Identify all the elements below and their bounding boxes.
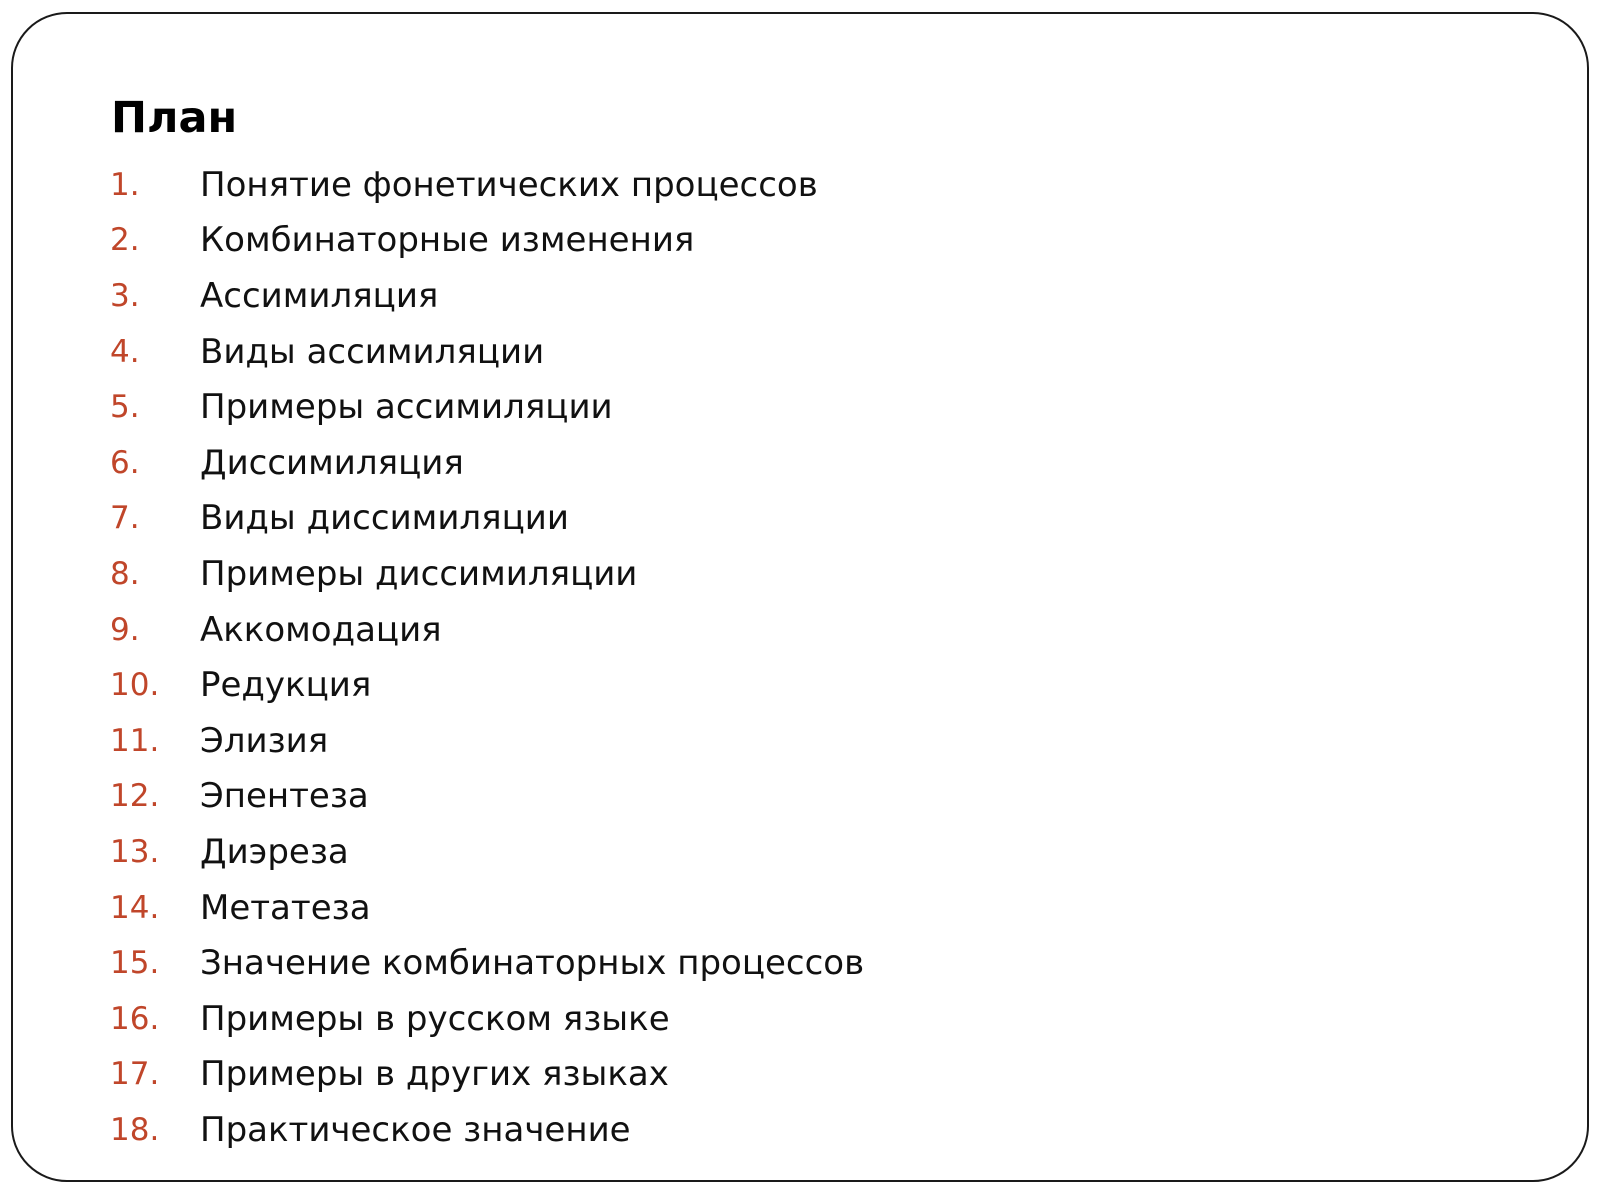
list-item: [110, 602, 864, 658]
list-item: [110, 769, 864, 825]
list-item: [110, 491, 864, 547]
list-item: [110, 824, 864, 880]
list-item-number: 2.: [110, 222, 140, 259]
list-item-number: 17.: [110, 1056, 160, 1093]
list-item: [110, 435, 864, 491]
slide-title: План: [111, 93, 238, 143]
list-item-text: Примеры ассимиляции: [200, 387, 613, 428]
plan-list: [110, 157, 864, 1158]
list-item: [110, 268, 864, 324]
list-item-text: Примеры диссимиляции: [200, 553, 638, 594]
list-item-text: Ассимиляция: [200, 275, 439, 316]
list-item-number: 14.: [110, 889, 160, 926]
list-item: [110, 935, 864, 991]
list-item-text: Эпентеза: [200, 776, 369, 817]
list-item-number: 12.: [110, 778, 160, 815]
list-item-number: 3.: [110, 277, 140, 314]
list-item-number: 15.: [110, 945, 160, 982]
list-item-text: Редукция: [200, 665, 372, 706]
list-item-number: 9.: [110, 611, 140, 648]
list-item-number: 1.: [110, 166, 140, 203]
list-item-number: 16.: [110, 1000, 160, 1037]
list-item: [110, 324, 864, 380]
list-item: [110, 991, 864, 1047]
list-item: [110, 157, 864, 213]
list-item-number: 18.: [110, 1111, 160, 1148]
list-item-text: Примеры в других языках: [200, 1054, 669, 1095]
list-item-number: 7.: [110, 500, 140, 537]
list-item: [110, 880, 864, 936]
list-item-number: 10.: [110, 667, 160, 704]
list-item-text: Виды диссимиляции: [200, 498, 569, 539]
list-item-number: 6.: [110, 444, 140, 481]
list-item: [110, 1047, 864, 1103]
list-item: [110, 213, 864, 269]
list-item: [110, 1102, 864, 1158]
list-item-text: Диссимиляция: [200, 442, 464, 483]
list-item-text: Элизия: [200, 720, 329, 761]
list-item-number: 13.: [110, 833, 160, 870]
list-item-text: Значение комбинаторных процессов: [200, 943, 865, 984]
list-item-text: Комбинаторные изменения: [200, 220, 695, 261]
list-item-text: Диэреза: [200, 831, 349, 872]
slide-frame: [11, 12, 1589, 1182]
list-item-number: 11.: [110, 722, 160, 759]
list-item-number: 4.: [110, 333, 140, 370]
list-item-text: Понятие фонетических процессов: [200, 164, 818, 205]
list-item-text: Метатеза: [200, 887, 371, 928]
list-item: [110, 657, 864, 713]
list-item: [110, 379, 864, 435]
list-item-text: Виды ассимиляции: [200, 331, 545, 372]
list-item-text: Аккомодация: [200, 609, 442, 650]
list-item-number: 5.: [110, 389, 140, 426]
list-item: [110, 713, 864, 769]
list-item-text: Примеры в русском языке: [200, 998, 670, 1039]
list-item-number: 8.: [110, 555, 140, 592]
list-item-text: Практическое значение: [200, 1109, 631, 1150]
list-item: [110, 546, 864, 602]
